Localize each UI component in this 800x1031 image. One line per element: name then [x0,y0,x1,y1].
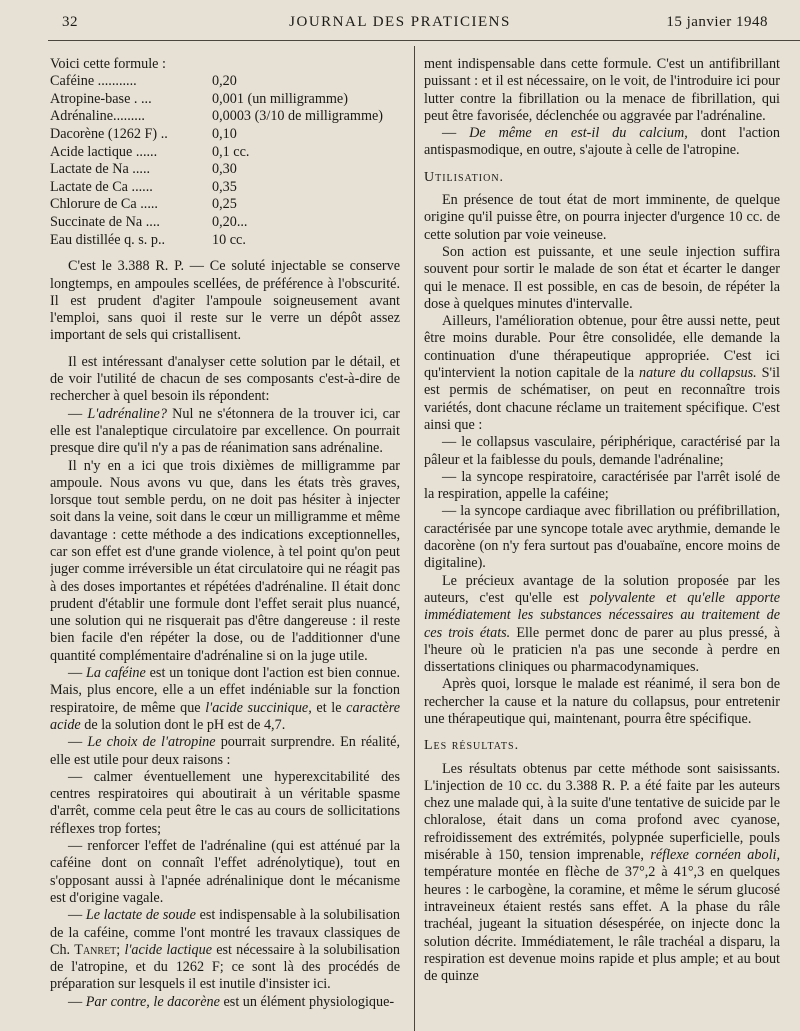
ingredient-name: Succinate de Na .... [50,214,160,231]
italic-term: L'adrénaline? [87,405,167,422]
header-rule [48,40,800,41]
right-column [424,56,780,1031]
formula-row [50,196,383,214]
formula-row [50,232,383,250]
formula-row [50,73,383,91]
ingredient-quantity: 0,0003 (3/10 de milligramme) [212,108,384,125]
ingredient-quantity: 0,25 [212,196,237,213]
paragraph: Son action est puissante, et une seule injection suffira souvent pour sortir le malade de son état et écarter le danger qui le menace. Il est possible, en cas de besoin, de répéter la dose à quelques minutes d'intervalle. [424,243,780,312]
ingredient-name: Lactate de Na ..... [50,161,151,178]
italic-term: l'acide lactique [124,941,213,958]
paragraph: C'est le 3.388 R. P. — Ce soluté injectable se conserve longtemps, en ampoules scellées, de préférence à l'obscurité. Il est prudent d'agiter l'ampoule soigneusement avant l'emploi, sans quoi il reste sur le verre un dépôt assez important de sels qui cristallisent. [50,258,400,344]
italic-term: Le choix de l'atropine [87,734,216,751]
italic-term: La caféine [86,665,146,682]
paragraph: — renforcer l'effet de l'adrénaline (qui est atténué par la caféine dont on connaît l'effet adrénolytique), tout en s'opposant aussi à l'apnée adrénalinique dont le mécanisme est d'origine vagale. [50,838,400,906]
formula-row [50,214,383,232]
paragraph: — Par contre, le dacorène est un élément physiologique- [68,993,395,1010]
ingredient-name: Lactate de Ca ...... [50,178,153,195]
formula-row [50,161,383,179]
ingredient-name: Atropine-base . ... [50,90,152,107]
ingredient-quantity: 10 cc. [212,231,246,248]
paragraph: Les résultats obtenus par cette méthode sont saisissants. L'injection de 10 cc. du 3.388 R. P. a été faite par les auteurs chez une malade qui, à la suite d'une tentative de suicide par le chloralose, était dans un coma profond avec cyanose, refroidissement des extrémités, polypnée superficielle, pouls misérable à 150, tension imprenable, réflexe cornéen aboli, température montée en flèche de 37°,2 à 41°,3 en quelques heures : le carbogène, la coramine, et même le sérum glucosé intraveineux étaient restés sans effet. A la phase du râle trachéal, jugeant la situation désespérée, on injecte donc la solution décrite. Immédiatement, le râle trachéal a disparu, la respiration est devenue moins rapide et plus ample; et au bout de quinze [424,760,780,985]
ingredient-name: Adrénaline......... [50,108,145,125]
paragraph: — la syncope respiratoire, caractérisée par l'arrêt isolé de la respiration, appelle la caféine; [424,468,780,503]
paragraph: ment indispensable dans cette formule. C'est un antifibrillant puissant : et il est nécessaire, on le voit, de l'introduire ici pour lutter contre la fibrillation ou la menace de fibrillation, qui peut être favorisée, déclenchée ou aggravée par l'adrénaline. [424,56,780,124]
paragraph: — le collapsus vasculaire, périphérique, caractérisé par la pâleur et la faiblesse du pouls, demande l'adrénaline; [424,434,780,468]
ingredient-name: Dacorène (1262 F) .. [50,126,168,143]
formula-row [50,144,383,162]
italic-term: Le lactate de soude [85,907,196,924]
paragraph: Il est intéressant d'analyser cette solution par le détail, et de voir l'utilité de chacun de ses composants c'est-à-dire de rechercher à quel besoin ils répondent: [50,353,400,405]
paragraph: — De même en est-il du calcium, dont l'action antispasmodique, en outre, s'ajoute à celle de l'atropine. [424,125,780,159]
paragraph: Il n'y en a ici que trois dixièmes de milligramme par ampoule. Nous avons vu que, dans les états très graves, lorsque tout semble perdu, on ne doit pas hésiter à injecter soit dans la veine, soit dans le cœur un milligramme et même davantage : cette méthode a des indications exceptionnelles, car son effet est d'une grande violence, à tel point qu'on peut juger comme irréversible un état circulatoire qui ne réagit pas à des doses importantes et répétées d'adrénaline. Il était donc prudent d'établir une formule dont l'effet serait plus nuancé, une solution qui ne risquerait pas d'être dangereuse : il reste bien facile d'en répéter la dose, ou de l'additionner d'une quantité complémentaire d'adrénaline si on la juge utile. [50,457,400,664]
italic-term: De même en est-il du calcium, [469,125,688,142]
italic-term: réflexe cornéen aboli, [650,847,780,864]
paragraph: — la syncope cardiaque avec fibrillation ou préfibrillation, caractérisée par une syncope totale avec arythmie, demande le dacorène (on n'y fera surtout pas d'ouabaïne, encore moins de digitaline). [424,503,780,572]
paragraph: Après quoi, lorsque le malade est réanimé, il sera bon de rechercher la cause et la nature du collapsus, pour entretenir une thérapeutique qui, maintenant, pourra être spécifique. [424,676,780,727]
formula-row [50,126,383,144]
ingredient-name: Caféine ........... [50,73,137,90]
formula-table [50,73,383,249]
section-heading-utilisation: Utilisation. [424,169,505,185]
column-divider [414,46,415,1031]
ingredient-quantity: 0,10 [212,126,237,143]
paragraph: Ailleurs, l'amélioration obtenue, pour être aussi nette, peut être moins durable. Pour être consolidée, elle demande la continuation d'une thérapeutique appropriée. C'est ici qu'intervient la notion capitale de la nature du collapsus. S'il est permis de schématiser, on peut en reconnaître trois variétés, dont chacune réclame un traitement spécifique. C'est ainsi que : [424,313,780,433]
italic-term: caractère acide [50,699,400,733]
ingredient-quantity: 0,30 [212,161,237,178]
paragraph: En présence de tout état de mort imminente, de quelque origine qu'il puisse être, on pourra injecter d'urgence 10 cc. de cette solution par voie veineuse. [424,192,780,243]
page-number: 32 [62,14,78,30]
ingredient-quantity: 0,1 cc. [212,143,250,160]
ingredient-name: Chlorure de Ca ..... [50,196,158,213]
section-heading-resultats: Les résultats. [424,738,520,754]
paragraph: — L'adrénaline? Nul ne s'étonnera de la trouver ici, car elle est l'analeptique circulatoire par excellence. On pourrait presque dire qu'il n'y a pas de réanimation sans adrénaline. [50,405,400,457]
italic-term: nature du collapsus. [638,365,757,382]
italic-term: Par contre, le dacorène [85,993,220,1010]
running-header [0,12,800,36]
ingredient-name: Eau distillée q. s. p.. [50,231,166,248]
journal-title: JOURNAL DES PRATICIENS [289,14,511,30]
author-name: Tanret [74,941,117,958]
paragraph: — Le lactate de soude est indispensable à la solubilisation de la caféine, comme l'ont montré les travaux classiques de Ch. Tanret; l'acide lactique est nécessaire à la solubilisation de l'atropine, et du 1262 F; ce sont là des procédés de préparation sur lesquels il est inutile d'insister ici. [50,907,400,993]
ingredient-quantity: 0,20... [212,214,248,231]
italic-term: polyvalente et qu'elle apporte immédiatement les substances nécessaires au traitement de ces trois états. [424,589,780,641]
ingredient-quantity: 0,20 [212,73,237,90]
paragraph: Le précieux avantage de la solution proposée par les auteurs, c'est qu'elle est polyvalente et qu'elle apporte immédiatement les substances nécessaires au traitement de ces trois états. Elle permet donc de parer au plus pressé, à l'heure où le praticien n'a pas une seconde à perdre en dissertations cliniques ou pharmacodynamiques. [424,572,780,676]
left-column [50,56,400,1031]
paragraph: — La caféine est un tonique dont l'action est bien connue. Mais, plus encore, elle a un effet indéniable sur la fonction respiratoire, de même que l'acide succinique, et le caractère acide de la solution dont le pH est de 4,7. [50,665,400,733]
formula-intro: Voici cette formule : [50,56,166,72]
ingredient-name: Acide lactique ...... [50,143,158,160]
formula-row [50,108,383,126]
italic-term: l'acide succinique, [205,699,312,716]
formula-row [50,91,383,109]
issue-date: 15 janvier 1948 [666,14,768,30]
paragraph: — calmer éventuellement une hyperexcitabilité des centres respiratoires qui aboutirait à un véritable spasme d'arrêt, comme cela peut être le cas au cours de sollicitations réflexes trop fortes; [50,768,400,837]
ingredient-quantity: 0,35 [212,178,237,195]
ingredient-quantity: 0,001 (un milligramme) [212,90,348,107]
paragraph: — Le choix de l'atropine pourrait surprendre. En réalité, elle est utile pour deux raisons : [50,734,400,768]
formula-row [50,179,383,197]
